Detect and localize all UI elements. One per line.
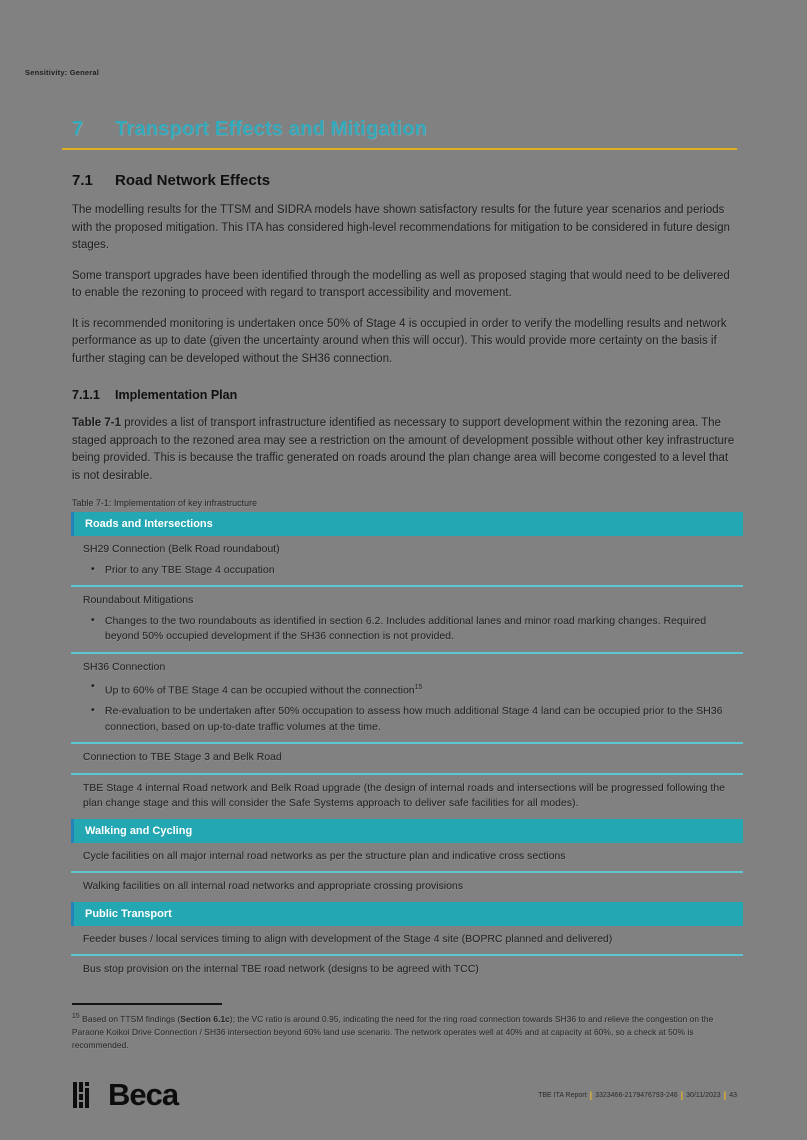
table-row [71,956,743,985]
bullet-icon: • [91,562,95,575]
table-row-title: Bus stop provision on the internal TBE road network (designs to be agreed with TCC) [83,963,479,975]
table-row [71,654,743,745]
heading-rule [62,148,737,150]
table-bullet-item [83,680,731,699]
table-row-title: Walking facilities on all internal road networks and appropriate crossing provisions [83,880,464,892]
table-row-title: SH29 Connection (Belk Road roundabout) [83,543,280,555]
table-caption: Table 7-1: Implementation of key infrastructure [72,498,258,508]
subsection-title: Implementation Plan [115,388,238,402]
footer-meta [538,1091,737,1100]
footer-separator: | [723,1090,727,1100]
footnote-rule [72,1003,222,1005]
subsection-heading [72,388,735,402]
footnote-text-after: ); the VC ratio is around 0.95, indicating the need for the ring road connection towards SH36 to and relieve the congestion on the Paraone Koikoi Drive Connection / SH36 intersection beyond 60% land use scenario. The network operates well at 40% and at capacity at 60%, so a check at 50% is recommended. [72,1013,714,1050]
footnote-text [72,1010,737,1052]
paragraph-4 [72,415,735,485]
footer-segment: TBE ITA Report [538,1092,587,1099]
paragraph-4-text: provides a list of transport infrastructure identified as necessary to support development within the rezoning area. The staged approach to the rezoned area may see a restriction on the amount of development possible without other key infrastructure being provided. This is because the traffic generated on roads around the plan change area will become congested to a level that is not desirable. [72,417,735,482]
footnote-ref: 15 [414,684,423,691]
beca-logo [73,1079,178,1110]
bullet-text: Up to 60% of TBE Stage 4 can be occupied without the connection [105,684,415,697]
sensitivity-label: Sensitivity: General [25,68,100,77]
table-row-title: Connection to TBE Stage 3 and Belk Road [83,751,282,763]
section-number: 7.1 [72,172,93,189]
footer-separator: | [680,1090,684,1100]
table-bullet-item [83,563,731,579]
table-row [71,536,743,587]
table-row-title: SH36 Connection [83,660,166,673]
footnote-text-before: Based on TTSM findings ( [82,1013,181,1024]
table-row-title: TBE Stage 4 internal Road network and Belk Road upgrade (the design of internal roads and intersections will be progressed following the plan change stage and this will consider the Safe Systems approach to deliver safe facilities for all modes). [83,781,726,809]
table-row [71,843,743,874]
table-row [71,926,743,957]
paragraph-1: The modelling results for the TTSM and SIDRA models have shown satisfactory results for the future year scenarios and periods with the proposed mitigation. This ITA has considered high-level recommendations for mitigation to be considered in future design stages. [72,204,730,251]
bullet-text: Re-evaluation to be undertaken after 50% occupation to assess how much additional Stage 4 land can be occupied prior to the SH36 connection, based on up-to-date traffic volumes at the time. [105,705,723,733]
section-heading [72,172,735,189]
document-body [72,118,735,985]
bullet-text: Changes to the two roundabouts as identified in section 6.2. Includes additional lanes and minor road marking changes. Required beyond 50% occupied development if the SH36 connection is not provided. [105,614,707,642]
footer-segment: 43 [729,1092,737,1099]
table-row [71,873,743,902]
table-row-title: Roundabout Mitigations [83,594,194,606]
footer-segment: 30/11/2023 [686,1092,721,1099]
footnote-marker: 15 [72,1013,80,1020]
beca-wordmark: Beca [108,1077,179,1112]
table-section-header: Roads and Intersections [71,512,743,536]
chapter-title: Transport Effects and Mitigation [115,118,427,140]
table-section-header: Walking and Cycling [71,819,743,843]
chapter-number: 7 [72,118,84,140]
paragraph-3: It is recommended monitoring is undertaken once 50% of Stage 4 is occupied in order to verify the modelling results and network performance as up to date (given the uncertainty around when this will occur). This would provide more certainty on the basis if further staging can be developed without the SH36 connection. [72,317,727,365]
paragraph-2: Some transport upgrades have been identified through the modelling as well as proposed staging that would need to be delivered to enable the rezoning to proceed with regard to transport accessibility and movement. [72,269,730,299]
table-row [71,744,743,775]
infrastructure-table [71,512,743,985]
footer-separator: | [589,1090,593,1100]
table-row [71,587,743,654]
table-row [71,775,743,819]
bullet-text: Prior to any TBE Stage 4 occupation [105,563,275,576]
table-bullet-item [83,704,731,735]
bullet-icon: • [91,704,95,716]
subsection-number: 7.1.1 [72,388,100,402]
beca-logo-mark [73,1080,103,1110]
table-section-header: Public Transport [71,902,743,926]
bullet-icon: • [91,613,95,626]
table-row-title: Feeder buses / local services timing to align with development of the Stage 4 site (BOPRC planned and delivered) [83,932,613,945]
bullet-icon: • [91,680,95,692]
footnote-block [72,1003,737,1052]
table-row-title: Cycle facilities on all major internal road networks as per the structure plan and indicative cross sections [83,849,566,862]
chapter-heading [72,118,735,141]
table-bullet-item [83,614,731,645]
table-reference: Table 7-1 [72,417,121,429]
footnote-bold-ref: Section 6.1c [180,1013,230,1024]
section-title: Road Network Effects [115,172,271,189]
footer-segment: 3323466-2179476793-246 [595,1092,678,1099]
